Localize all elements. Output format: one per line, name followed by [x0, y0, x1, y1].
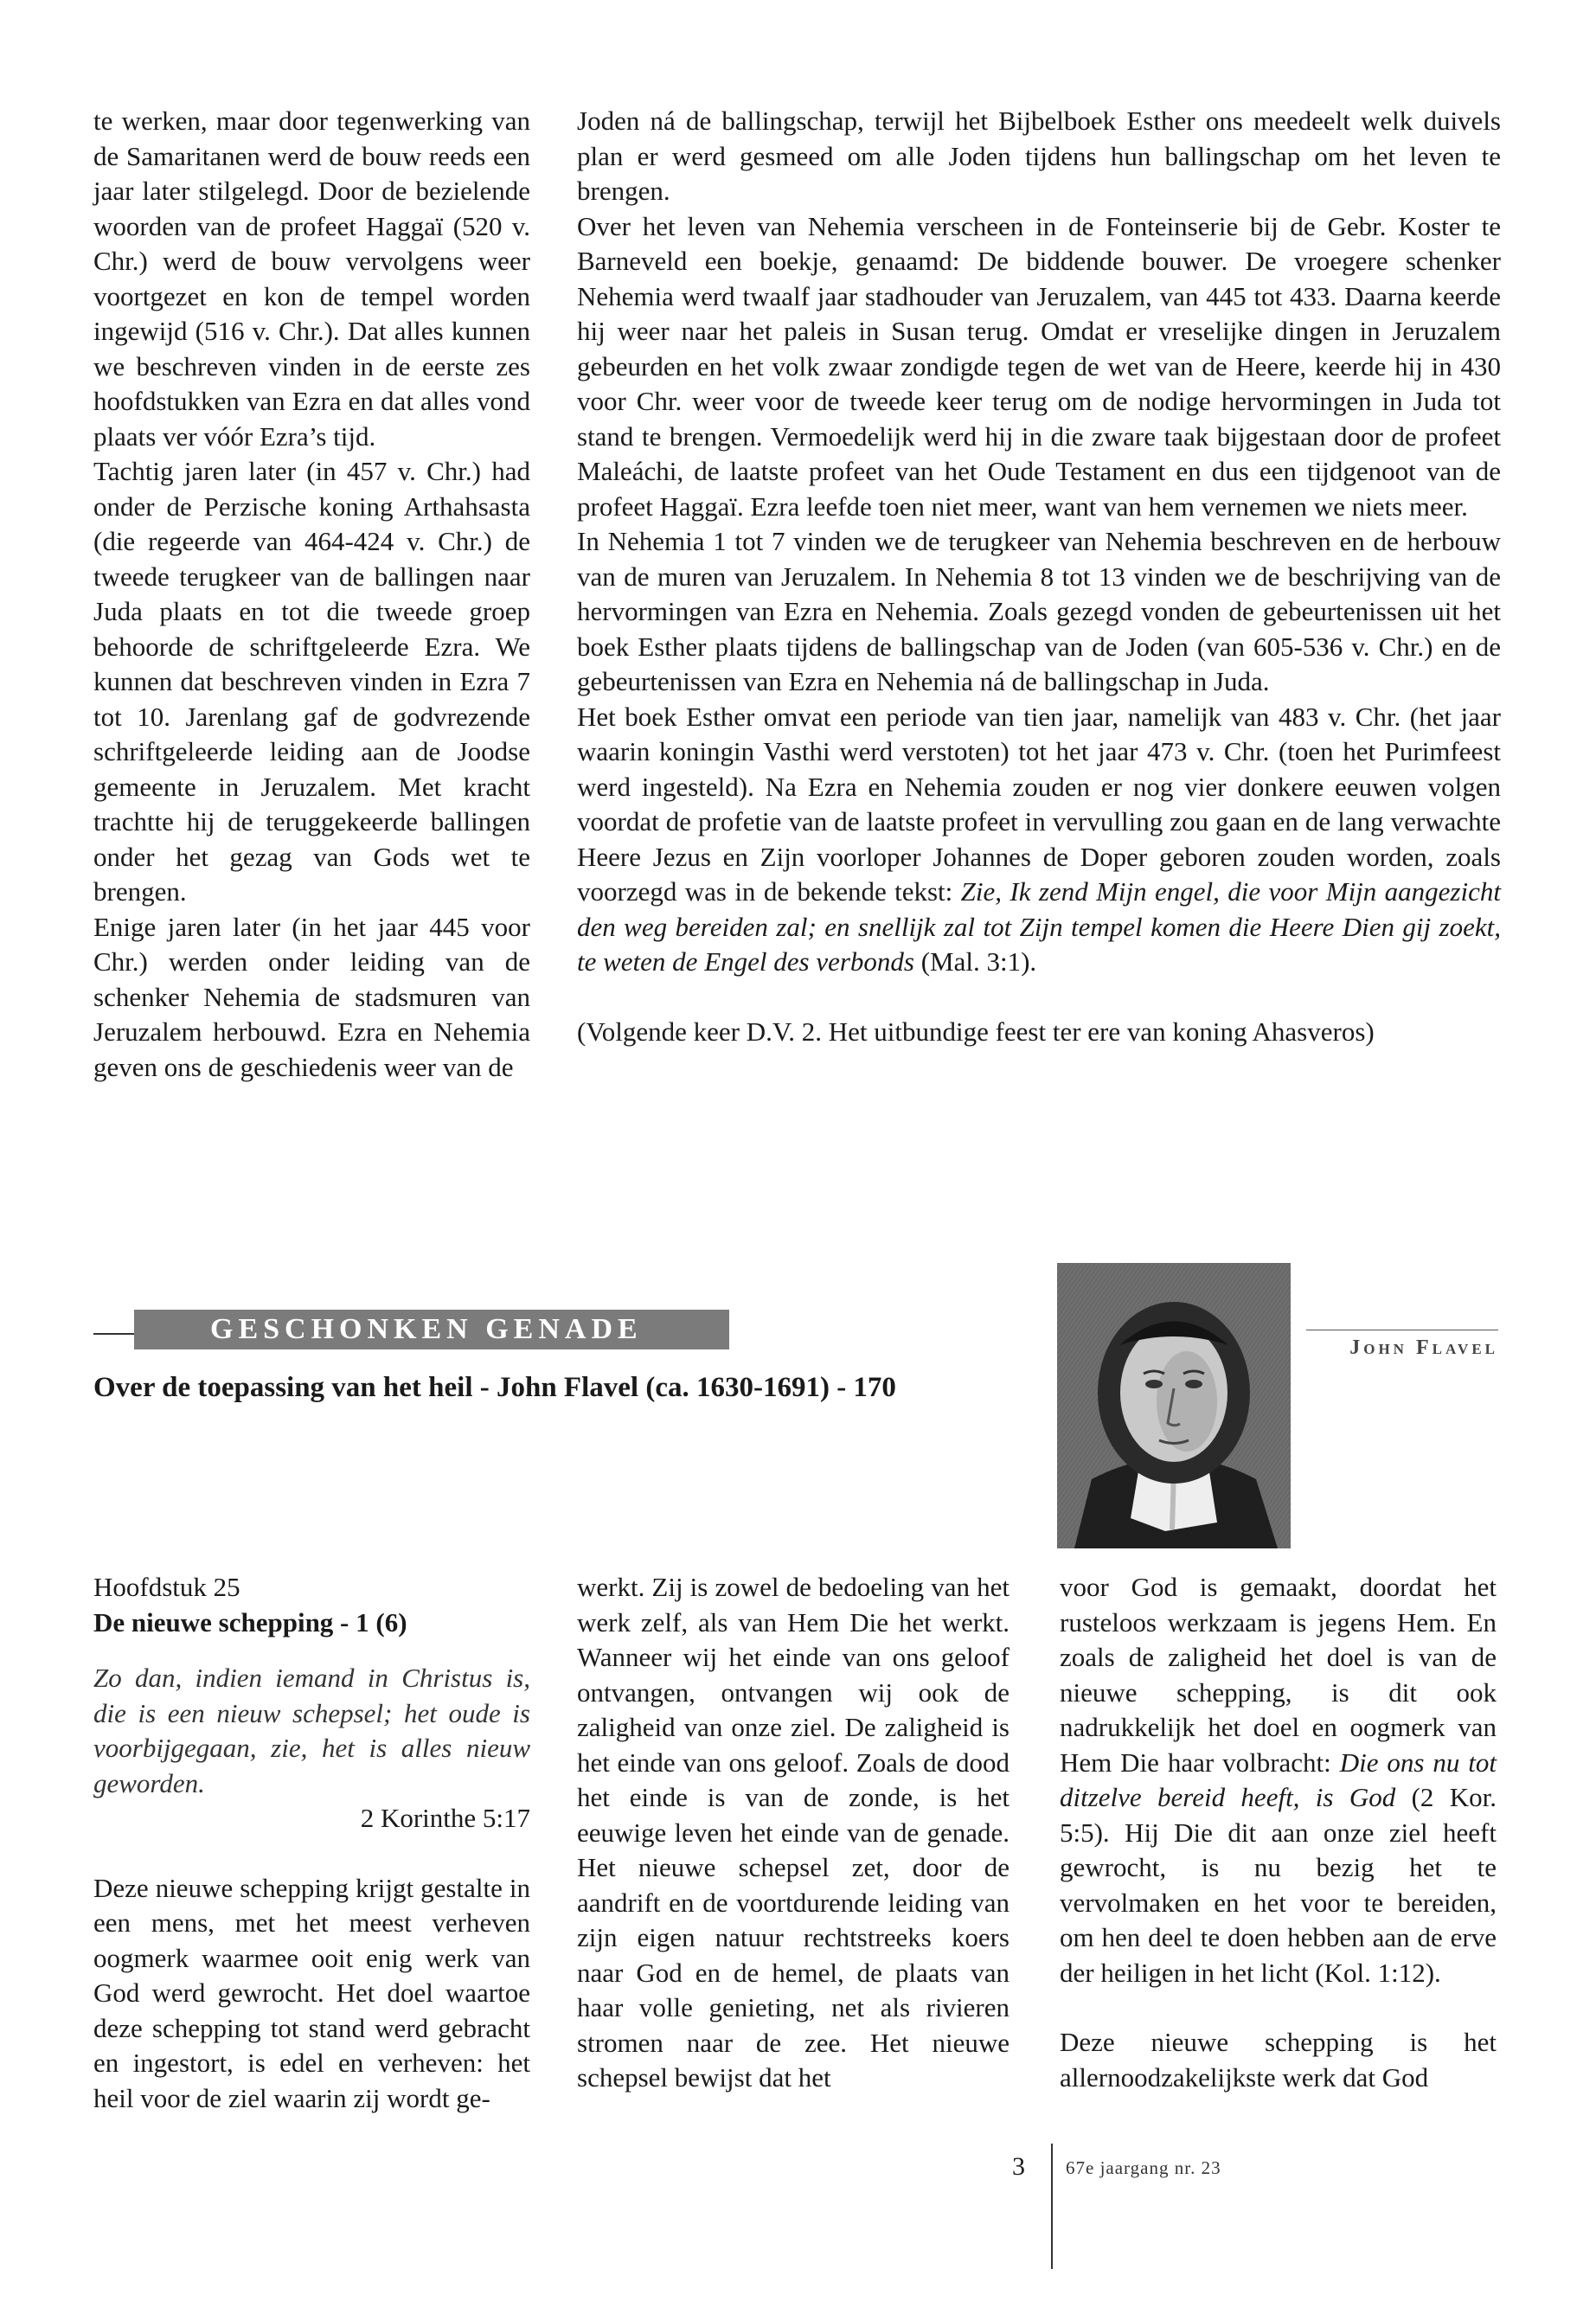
scripture-ref-line: [93, 1801, 530, 1836]
top-left-paragraph: te werken, maar door tegenwerking van de Samaritanen werd de bouw reeds een jaar later stilgelegd. Door de bezielende woorden van de profeet Haggaï (520 v. Chr.) werd de bouw vervolgens weer voortgezet en kon de tempel worden ingewijd (516 v. Chr.). Dat alles kunnen we beschreven vinden in de eerste zes hoofdstukken van Ezra en dat alles vond plaats ver vóór Ezra’s tijd.: [93, 106, 530, 452]
next-issue-note: (Volgende keer D.V. 2. Het uitbundige feest ter ere van koning Ahasveros): [577, 1016, 1375, 1047]
author-name: John Flavel: [1349, 1336, 1498, 1359]
scripture-inline: Die ons nu tot ditzelve bereid heeft, is God: [1060, 1747, 1497, 1812]
top-left-paragraph: Tachtig jaren later (in 457 v. Chr.) had onder de Perzische koning Arthahsasta (die regeerde van 464-424 v. Chr.) de tweede terugkeer van de ballingen naar Juda plaats en tot die tweede groep behoorde de schriftgeleerde Ezra. We kunnen dat beschreven vinden in Ezra 7 tot 10. Jarenlang gaf de godvrezende schriftgeleerde leiding aan de Joodse gemeente in Jeruzalem. Met kracht trachtte hij de teruggekeerde ballingen onder het gezag van Gods wet te brengen.: [93, 456, 530, 907]
top-right-column: [577, 104, 1501, 1049]
esther-text: Het boek Esther omvat een periode van tien jaar, namelijk van 483 v. Chr. (het jaar waarin koningin Vasthi werd verstoten) tot het jaar 473 v. Chr. (toen het Purimfeest werd ingesteld). Na Ezra en Nehemia zouden er nog vier donkere eeuwen volgen voordat de profetie van de laatste profeet in vervulling zou gaan en de lang verwachte Heere Jezus en Zijn voorloper Johannes de Doper geboren zouden worden, zoals voorzegd was in de bekende tekst:: [577, 701, 1501, 907]
article-title: Over de toepassing van het heil - John Flavel (ca. 1630-1691) - 170: [93, 1372, 896, 1403]
page-number: 3: [1012, 2152, 1025, 2181]
article-subtitle: De nieuwe schepping - 1 (6): [93, 1606, 407, 1638]
top-left-paragraph: Enige jaren later (in het jaar 445 voor Chr.) werden onder leiding van de schenker Nehemia de stadsmuren van Jeruzalem herbouwd. Ezra en Nehemia geven ons de geschiedenis weer van de: [93, 911, 530, 1082]
section-label: GESCHONKEN GENADE: [134, 1310, 729, 1349]
article-column-2: [577, 1570, 1010, 2096]
article-paragraph: Deze nieuwe schepping is het allernoodzakelijkste werk dat God: [1060, 2027, 1497, 2093]
footer-divider: [1051, 2144, 1053, 2269]
scripture-quote: [93, 1661, 530, 1801]
malachi-ref: (Mal. 3:1).: [920, 946, 1037, 977]
article-paragraph: voor God is gemaakt, doordat het rusteloos werkzaam is jegens Hem. En zoals de zaligheid het doel is van de nieuwe schepping, is dit ook nadrukkelijk het doel en oogmerk van Hem Die haar volbracht: Die ons nu tot ditzelve bereid heeft, is God (2 Kor. 5:5). Hij Die dit aan onze ziel heeft gewrocht, is nu bezig het te vervolmaken en het voor te bereiden, om hen deel te doen hebben aan de erve der heiligen in het licht (Kol. 1:12).: [1060, 1572, 1497, 1988]
top-right-paragraph: [577, 700, 1501, 980]
article-paragraph: werkt. Zij is zowel de bedoeling van het werk zelf, als van Hem Die het werkt. Wanneer wij het einde van ons geloof ontvangen, ontvangen wij ook de zaligheid van onze ziel. De zaligheid is het einde van ons geloof. Zoals de dood het einde is van de zonde, is het eeuwige leven het einde van de genade. Het nieuwe schepsel zet, door de aandrift en de voortdurende leiding van zijn eigen natuur rechtstreeks koers naar God en de hemel, de plaats van haar volle genieting, net als rivieren stromen naar de zee. Het nieuwe schepsel bewijst dat het: [577, 1572, 1010, 2093]
article-column-1: [93, 1570, 530, 2116]
article-column-3: [1060, 1570, 1497, 2095]
john-flavel-portrait: [1057, 1263, 1291, 1548]
top-right-paragraph: Over het leven van Nehemia verscheen in de Fonteinserie bij de Gebr. Koster te Barneveld een boekje, genaamd: De biddende bouwer. De vroegere schenker Nehemia werd twaalf jaar stadhouder van Jeruzalem, van 445 tot 433. Daarna keerde hij weer naar het paleis in Susan terug. Omdat er vreselijke dingen in Jeruzalem gebeurden en het volk zwaar zondigde tegen de wet van de Heere, keerde hij in 430 voor Chr. weer voor de tweede keer terug om de nodige hervormingen in Juda tot stand te brengen. Vermoedelijk werd hij in die zware taak bijgestaan door de profeet Maleáchi, de laatste profeet van het Oude Testament en dus een tijdgenoot van de profeet Haggaï. Ezra leefde toen niet meer, want van hem vernemen we niets meer.: [577, 210, 1501, 522]
issue-label: 67e jaargang nr. 23: [1066, 2157, 1221, 2178]
article-paragraph: Deze nieuwe schepping krijgt gestalte in een mens, met het meest verheven oogmerk waarmee ooit enig werk van God werd gewrocht. Het doel waartoe deze schepping tot stand werd gebracht en ingestort, is edel en verheven: het heil voor de ziel waarin zij wordt ge-: [93, 1872, 530, 2113]
malachi-quote: Zie, Ik zend Mijn engel, die voor Mijn aangezicht den weg bereiden zal; en snellijk zal tot Zijn tempel komen die Heere Dien gij zoekt, te weten de Engel des verbonds: [577, 876, 1501, 977]
chapter-label: Hoofdstuk 25: [93, 1572, 240, 1602]
scripture-quote-text: Zo dan, indien iemand in Christus is, die is een nieuw schepsel; het oude is voorbijgegaan, zie, het is alles nieuw geworden.: [93, 1663, 530, 1798]
top-right-paragraph: Joden ná de ballingschap, terwijl het Bijbelboek Esther ons meedeelt welk duivels plan er werd gesmeed om alle Joden tijdens hun ballingschap om het leven te brengen.: [577, 106, 1501, 206]
top-left-column: [93, 104, 530, 1085]
top-right-paragraph: In Nehemia 1 tot 7 vinden we de terugkeer van Nehemia beschreven en de herbouw van de muren van Jeruzalem. In Nehemia 8 tot 13 vinden we de beschrijving van de hervormingen van Ezra en Nehemia. Zoals gezegd vonden de gebeurtenissen uit het boek Esther plaats tijdens de ballingschap van de Joden (van 605-536 v. Chr.) en de gebeurtenissen van Ezra en Nehemia ná de ballingschap in Juda.: [577, 526, 1501, 696]
scripture-ref: 2 Korinthe 5:17: [360, 1803, 530, 1833]
